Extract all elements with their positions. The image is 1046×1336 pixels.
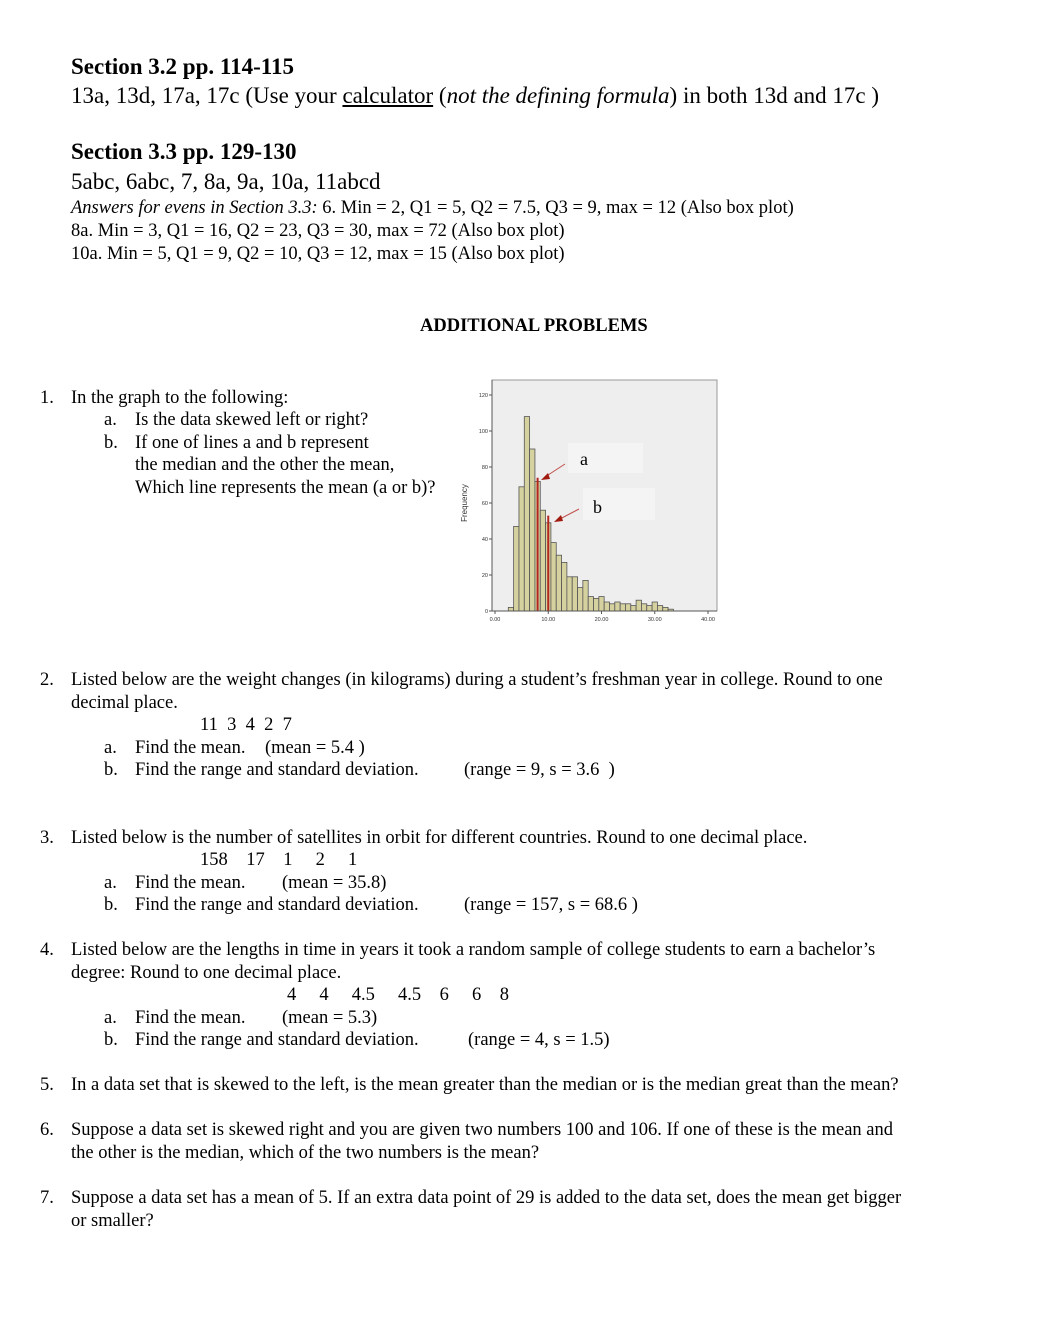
problem-4a-label: a. xyxy=(104,1008,117,1028)
problem-2-number: 2. xyxy=(40,670,54,690)
histogram-bar xyxy=(625,604,630,611)
x-tick-label: 30.00 xyxy=(647,617,662,623)
y-tick-label: 80 xyxy=(481,465,488,471)
problem-4-number: 4. xyxy=(40,940,54,960)
problem-1b-line1: If one of lines a and b represent xyxy=(135,433,369,453)
problem-1a-text: Is the data skewed left or right? xyxy=(135,410,369,430)
histogram-bar xyxy=(663,607,668,611)
y-axis-label: Frequency xyxy=(460,484,469,522)
histogram-bar xyxy=(524,417,529,611)
problem-3-data: 158 17 1 2 1 xyxy=(200,850,358,870)
section-3-3-problems: 5abc, 6abc, 7, 8a, 9a, 10a, 11abcd xyxy=(71,169,381,194)
histogram-bar xyxy=(636,600,641,611)
problem-2-text-line2: decimal place. xyxy=(71,693,178,713)
problem-3-number: 3. xyxy=(40,828,54,848)
histogram-chart xyxy=(455,378,725,628)
formula-italic: not the defining formula xyxy=(446,83,670,108)
histogram-bar xyxy=(508,607,513,611)
problem-2b-answer: (range = 9, s = 3.6 ) xyxy=(464,760,615,780)
problem-4a-answer: (mean = 5.3) xyxy=(282,1008,378,1028)
assignment-text: 13a, 13d, 17a, 17c (Use your xyxy=(71,83,343,108)
problem-2b-text: Find the range and standard deviation. xyxy=(135,760,419,780)
problem-7-text-line1: Suppose a data set has a mean of 5. If an extra data point of 29 is added to the data set, does the mean get bigger xyxy=(71,1188,902,1208)
problem-6-number: 6. xyxy=(40,1120,54,1140)
x-tick-label: 10.00 xyxy=(541,617,556,623)
histogram-bar xyxy=(620,604,625,611)
additional-problems-title: ADDITIONAL PROBLEMS xyxy=(420,316,648,336)
assignment-text-end: ) in both 13d and 17c ) xyxy=(669,83,880,108)
problem-1-number: 1. xyxy=(40,388,54,408)
histogram-bar xyxy=(556,555,561,611)
answer-10a: 10a. Min = 5, Q1 = 9, Q2 = 10, Q3 = 12, max = 15 (Also box plot) xyxy=(71,244,565,264)
histogram-bar xyxy=(530,449,535,611)
calculator-underlined: calculator xyxy=(342,83,434,108)
problem-5-number: 5. xyxy=(40,1075,54,1095)
problem-1-text: In the graph to the following: xyxy=(71,388,289,408)
histogram-bar xyxy=(647,606,652,611)
problem-1b-label: b. xyxy=(104,433,118,453)
problem-7-number: 7. xyxy=(40,1188,54,1208)
histogram-bar xyxy=(551,543,556,611)
problem-2-text-line1: Listed below are the weight changes (in kilograms) during a student’s freshman year in college. Round to one xyxy=(71,670,883,690)
problem-3-text-line1: Listed below is the number of satellites in orbit for different countries. Round to one decimal place. xyxy=(71,828,808,848)
histogram-bar xyxy=(514,526,519,611)
histogram-svg xyxy=(455,378,725,628)
label-b: b xyxy=(593,497,602,517)
problem-6-text-line1: Suppose a data set is skewed right and you are given two numbers 100 and 106. If one of these is the mean and xyxy=(71,1120,894,1140)
problem-2a-text: Find the mean. xyxy=(135,738,246,758)
problem-1b-line2: the median and the other the mean, xyxy=(135,455,395,475)
histogram-bar xyxy=(641,604,646,611)
problem-4-data: 4 4 4.5 4.5 6 6 8 xyxy=(287,985,509,1005)
problem-4a-text: Find the mean. xyxy=(135,1008,246,1028)
histogram-bar xyxy=(615,602,620,611)
answers-line-6 xyxy=(71,198,794,219)
problem-6-text-line2: the other is the median, which of the two numbers is the mean? xyxy=(71,1143,540,1163)
section-3-2-heading: Section 3.2 pp. 114-115 xyxy=(71,54,295,79)
problem-4-text-line2: degree: Round to one decimal place. xyxy=(71,963,342,983)
histogram-bar xyxy=(599,597,604,611)
problem-1a-label: a. xyxy=(104,410,117,430)
histogram-bar xyxy=(540,510,545,611)
histogram-bar xyxy=(588,597,593,611)
x-tick-label: 40.00 xyxy=(701,617,715,623)
y-tick-label: 40 xyxy=(481,537,488,543)
x-tick-label: 0.00 xyxy=(489,617,501,623)
assignment-text-mid: ( xyxy=(433,83,447,108)
histogram-bar xyxy=(609,604,614,611)
problem-3a-answer: (mean = 35.8) xyxy=(282,873,387,893)
problem-2a-answer: (mean = 5.4 ) xyxy=(265,738,365,758)
problem-3a-label: a. xyxy=(104,873,117,893)
x-tick-label: 20.00 xyxy=(594,617,609,623)
histogram-bar xyxy=(572,577,577,611)
histogram-bar xyxy=(562,562,567,611)
histogram-bar xyxy=(578,588,583,611)
section-3-3-heading: Section 3.3 pp. 129-130 xyxy=(71,139,297,164)
y-tick-label: 0 xyxy=(484,609,488,615)
histogram-bar xyxy=(631,606,636,611)
problem-5-text: In a data set that is skewed to the left, is the mean greater than the median or is the median great than the mean? xyxy=(71,1075,899,1095)
histogram-bar xyxy=(583,580,588,611)
histogram-bar xyxy=(594,598,599,611)
problem-2b-label: b. xyxy=(104,760,118,780)
problem-2-data: 11 3 4 2 7 xyxy=(200,715,292,735)
label-a: a xyxy=(580,449,588,469)
problem-2a-label: a. xyxy=(104,738,117,758)
problem-3b-answer: (range = 157, s = 68.6 ) xyxy=(464,895,638,915)
histogram-bar xyxy=(604,602,609,611)
y-tick-label: 100 xyxy=(478,429,488,435)
y-tick-label: 20 xyxy=(481,573,488,579)
problem-4-text-line1: Listed below are the lengths in time in years it took a random sample of college students to earn a bachelor’s xyxy=(71,940,876,960)
problem-7-text-line2: or smaller? xyxy=(71,1211,154,1231)
problem-3b-label: b. xyxy=(104,895,118,915)
histogram-bar xyxy=(567,577,572,611)
problem-4b-label: b. xyxy=(104,1030,118,1050)
histogram-bar xyxy=(519,487,524,611)
problem-1b-line3: Which line represents the mean (a or b)? xyxy=(135,478,436,498)
answer-8a: 8a. Min = 3, Q1 = 16, Q2 = 23, Q3 = 30, max = 72 (Also box plot) xyxy=(71,221,565,241)
problem-3a-text: Find the mean. xyxy=(135,873,246,893)
histogram-bar xyxy=(652,602,657,611)
problem-3b-text: Find the range and standard deviation. xyxy=(135,895,419,915)
y-tick-label: 60 xyxy=(481,501,488,507)
problem-4b-text: Find the range and standard deviation. xyxy=(135,1030,419,1050)
section-3-2-assignment xyxy=(71,83,879,109)
histogram-bar xyxy=(657,606,662,611)
y-tick-label: 120 xyxy=(478,393,488,399)
answers-label: Answers for evens in Section 3.3: xyxy=(71,198,318,218)
answer-6: 6. Min = 2, Q1 = 5, Q2 = 7.5, Q3 = 9, max = 12 (Also box plot) xyxy=(317,198,794,218)
problem-4b-answer: (range = 4, s = 1.5) xyxy=(468,1030,610,1050)
